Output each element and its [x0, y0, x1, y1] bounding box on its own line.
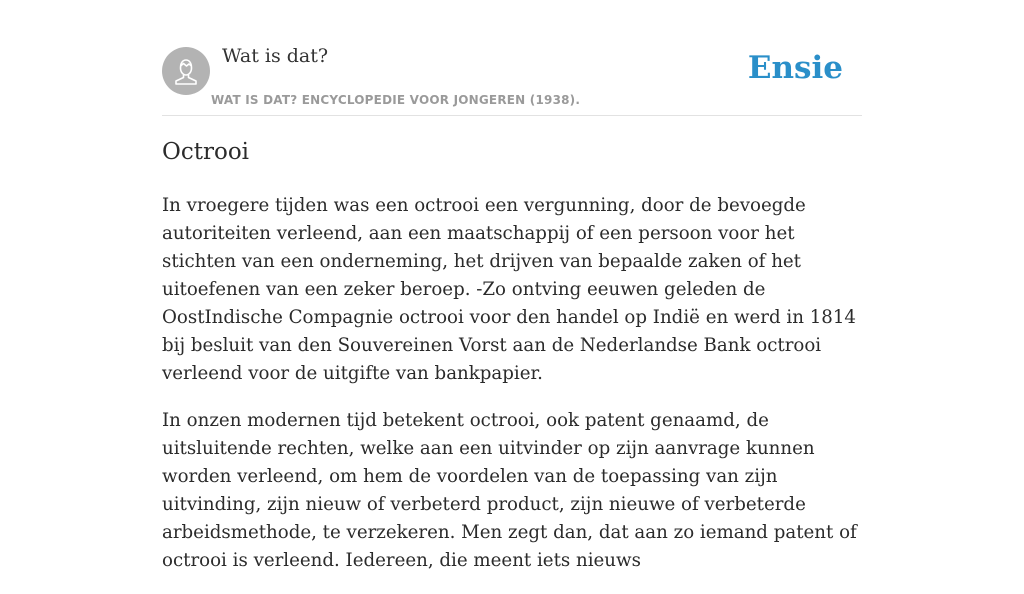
- user-silhouette-icon[interactable]: [162, 47, 210, 95]
- source-header: [162, 0, 862, 116]
- article-paragraph: In onzen modernen tijd betekent octrooi, ook patent genaamd, de uitsluitende rechten, welke aan een uitvinder op zijn aanvrage kunnen worden verleend, om hem de voordelen van de toepassing van zijn uitvinding, zijn nieuw of verbeterd product, zijn nieuwe of verbeterde arbeidsmethode, te verzekeren. Men zegt dan, dat aan zo iemand patent of octrooi is verleend. Iedereen, die meent iets nieuws: [162, 410, 857, 571]
- content-container: [162, 0, 862, 571]
- ensie-logo-link[interactable]: Ensie: [747, 50, 843, 86]
- article-paragraph: In vroegere tijden was een octrooi een vergunning, door de bevoegde autoriteiten verleend, aan een maatschappij of een persoon voor het stichten van een onderneming, het drijven van bepaalde zaken of het uitoefenen van een zeker beroep. -Zo ontving eeuwen geleden de OostIndische Compagnie octrooi voor den handel op Indië en werd in 1814 bij besluit van den Souvereinen Vorst aan de Nederlandse Bank octrooi verleend voor de uitgifte van bankpapier.: [162, 195, 856, 384]
- source-title[interactable]: Wat is dat?: [222, 45, 329, 67]
- source-subtitle: WAT IS DAT? ENCYCLOPEDIE VOOR JONGEREN (1938).: [211, 93, 581, 107]
- article-body: [162, 192, 862, 594]
- article-title: Octrooi: [162, 139, 250, 165]
